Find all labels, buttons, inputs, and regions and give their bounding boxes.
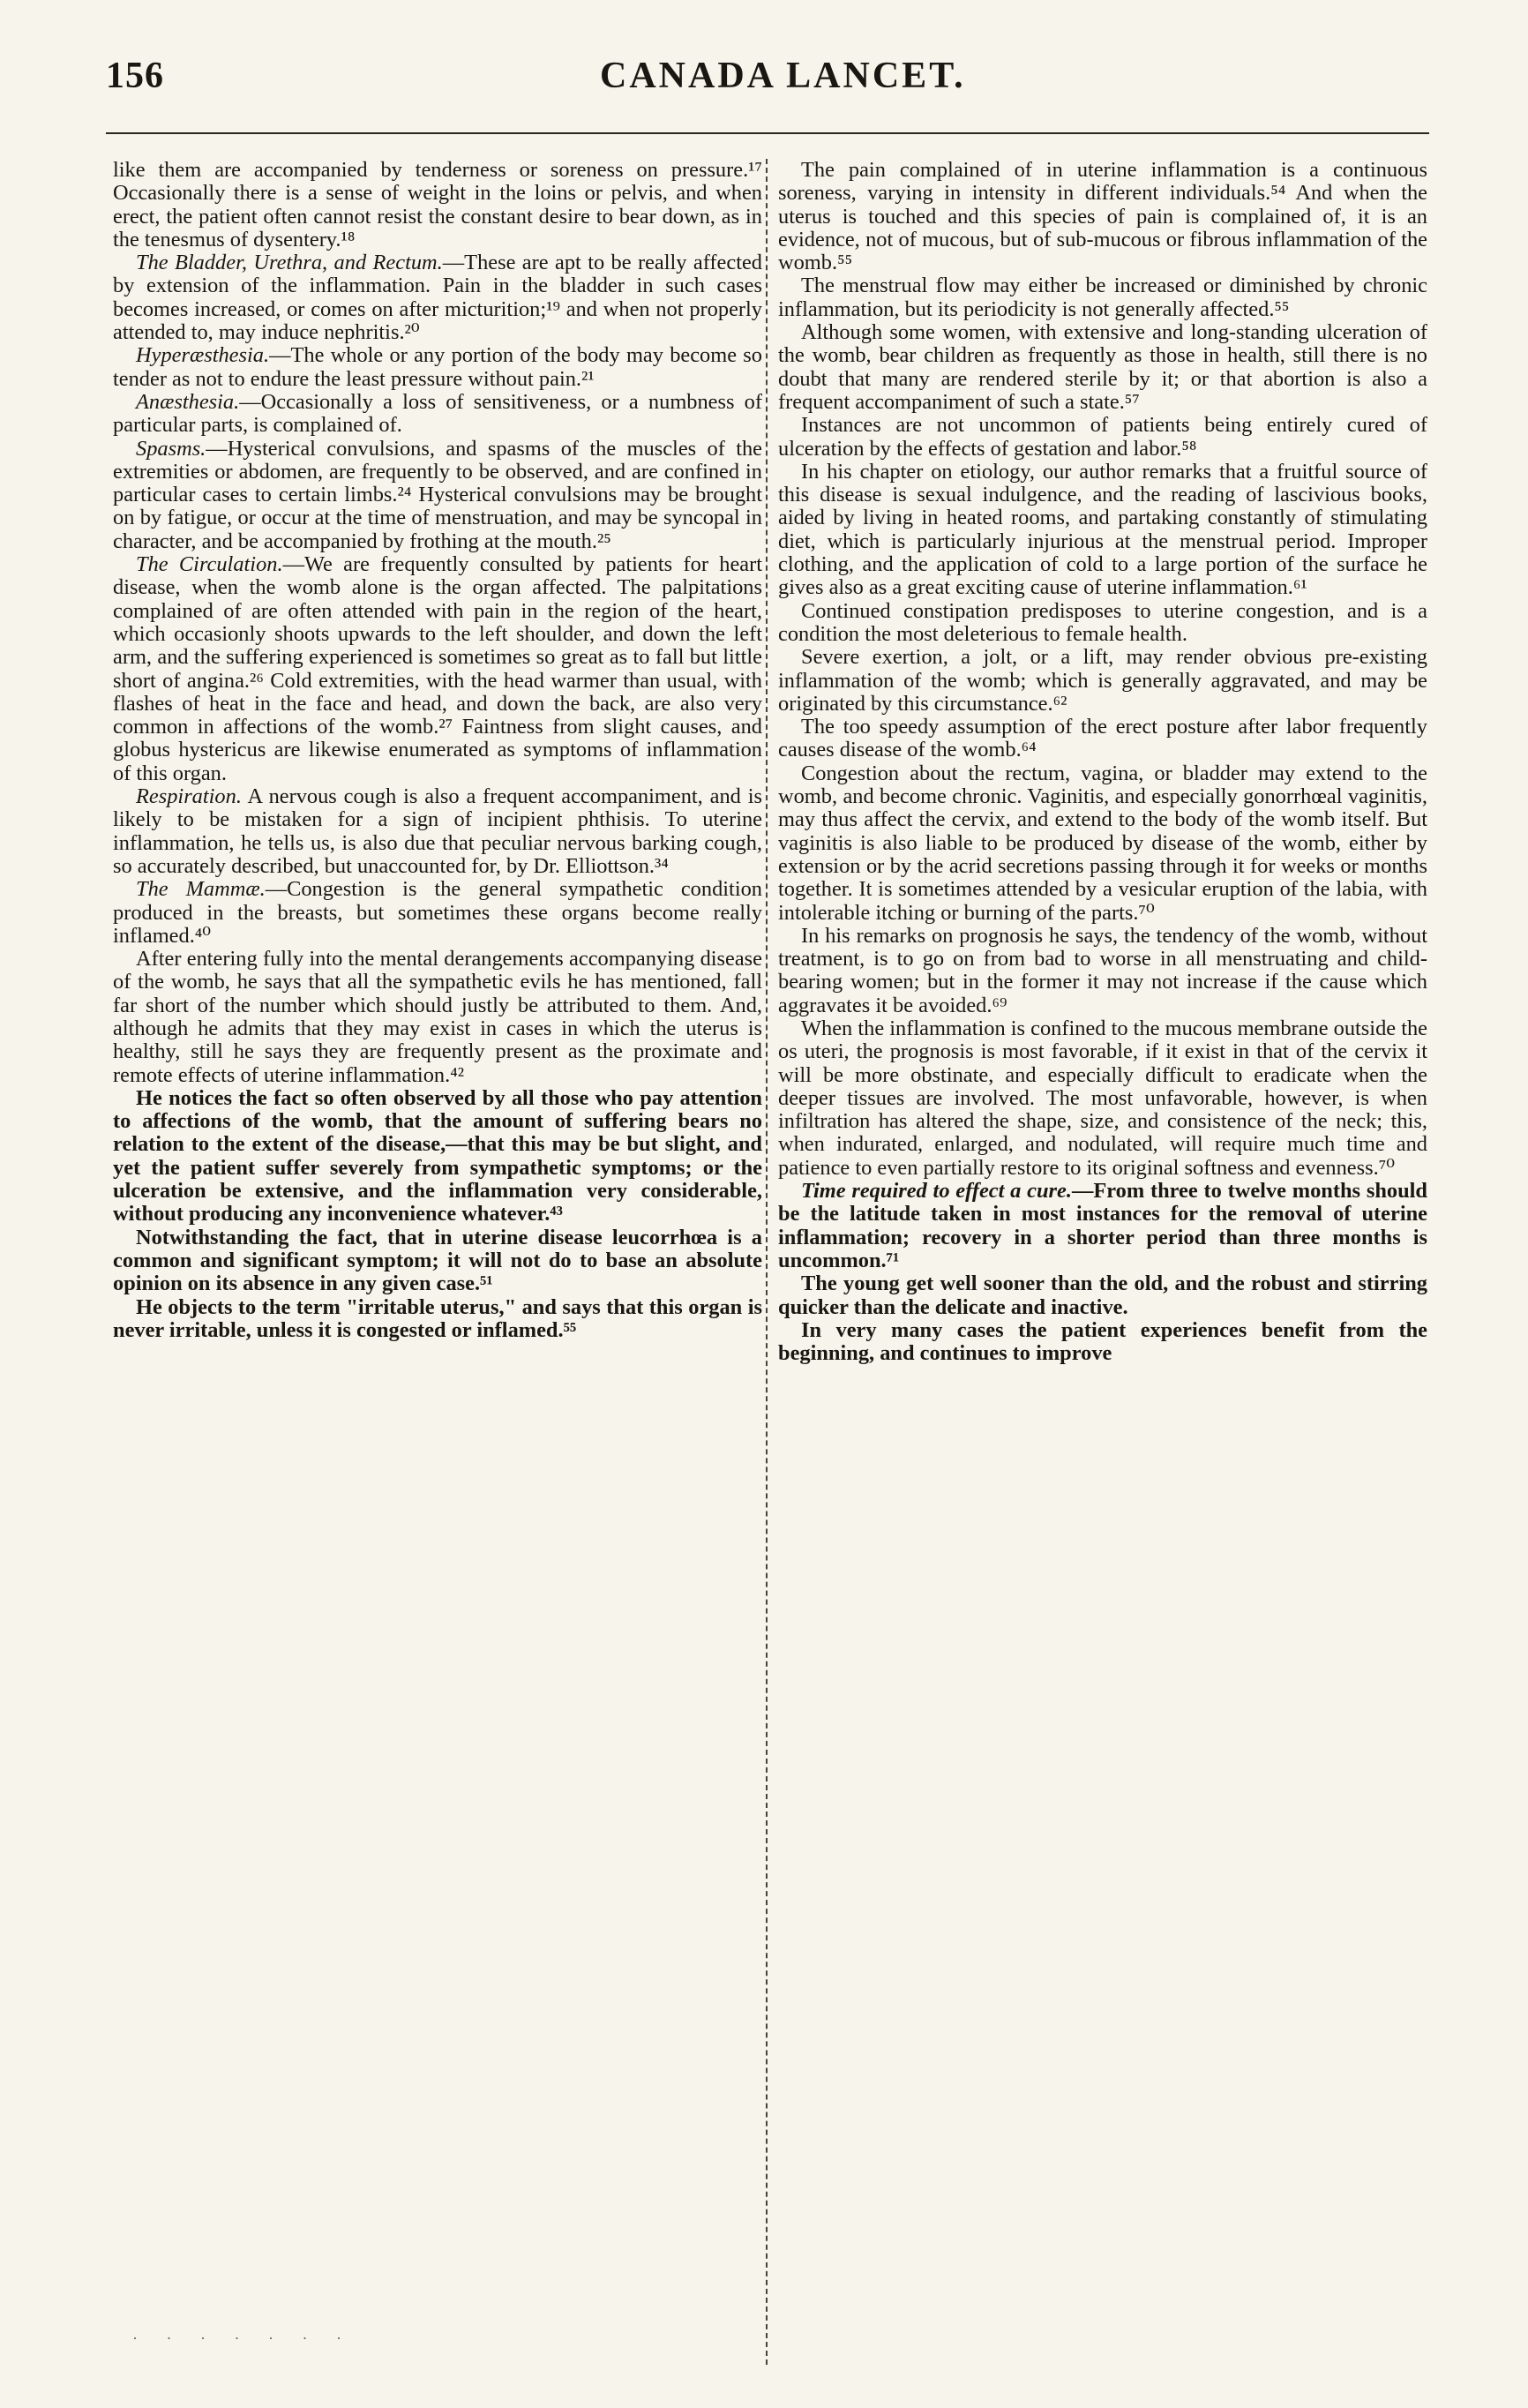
paragraph-text: Severe exertion, a jolt, or a lift, may render obvious pre-existing inflammation of the womb; which is generally aggravated, and may be originated by this circumstance.⁶² — [778, 645, 1427, 716]
paragraph — [778, 414, 1427, 461]
paragraph — [778, 600, 1427, 647]
paragraph-text: —These are apt to be really affected by extension of the inflammation. Pain in the bladder in such cases becomes increased, or comes on after micturition;¹⁹ and when not properly attended to, may induce nephritis.²⁰ — [113, 251, 762, 345]
paragraph-text: Notwithstanding the fact, that in uterine disease leucorrhœa is a common and significant symptom; it will not do to base an absolute opinion on its absence in any given case.⁵¹ — [113, 1225, 762, 1296]
paragraph-text: He objects to the term "irritable uterus," and says that this organ is never irritable, unless it is congested or inflamed.⁵⁵ — [113, 1294, 762, 1342]
paragraph-text: The pain complained of in uterine inflammation is a continuous soreness, varying in intensity in different individuals.⁵⁴ And when the uterus is touched and this species of pain is complained of, it is an evidence, not of mucous, but of sub-mucous or fibrous inflammation of the womb.⁵⁵ — [778, 159, 1427, 275]
paragraph-text: —Occasionally a loss of sensitiveness, or a numbness of particular parts, is complained of. — [113, 389, 762, 438]
paragraph — [113, 251, 762, 344]
paragraph-heading: Spasms. — [136, 436, 206, 461]
paragraph — [778, 1272, 1427, 1319]
paragraph — [778, 1319, 1427, 1366]
column-divider — [766, 159, 768, 2365]
paragraph-text: In very many cases the patient experiences benefit from the beginning, and continues to improve — [778, 1317, 1427, 1366]
paragraph-text: He notices the fact so often observed by all those who pay attention to affections of the womb, that the amount of suffering bears no relation to the extent of the disease,—that this may be but slight, and yet the patient suffer severely from sympathetic symptoms; or the ulceration be extensive, and the inflammation very considerable, without producing any inconvenience whatever.⁴³ — [113, 1085, 762, 1227]
paragraph — [778, 646, 1427, 716]
paragraph — [778, 1180, 1427, 1272]
paragraph — [113, 1296, 762, 1343]
paragraph-text: —From three to twelve months should be the latitude taken in most instances for the removal of uterine inflammation; recovery in a shorter period than three months is uncommon.⁷¹ — [778, 1179, 1427, 1272]
paragraph — [113, 438, 762, 553]
paragraph — [778, 274, 1427, 321]
paragraph-text: —Congestion is the general sympathetic condition produced in the breasts, but sometimes these organs become really inflamed.⁴⁰ — [113, 877, 762, 948]
paragraph — [113, 1087, 762, 1227]
paragraph-heading: The Circulation. — [136, 552, 283, 577]
paragraph — [113, 553, 762, 785]
paragraph-text: —Hysterical convulsions, and spasms of the muscles of the extremities or abdomen, are frequently to be observed, and are confined in particular cases to certain limbs.²⁴ Hysterical convulsions may be brought on by fatigue, or occur at the time of menstruation, and may be syncopal in character, and be accompanied by frothing at the mouth.²⁵ — [113, 436, 762, 553]
paragraph-text: —We are frequently consulted by patients for heart disease, when the womb alone is the organ affected. The palpitations complained of are often attended with pain in the region of the heart, which occasionly shoots upwards to the left shoulder, and down the left arm, and the suffering experienced is sometimes so great as to fall but little short of angina.²⁶ Cold extremities, with the head warmer than usual, with flashes of heat in the face and head, and down the back, are also very common in affections of the womb.²⁷ Faintness from slight causes, and globus hystericus are likewise enumerated as symptoms of inflammation of this organ. — [113, 552, 762, 785]
left-column — [113, 159, 762, 2365]
paragraph-heading: The Mammæ. — [136, 877, 266, 902]
paragraph-text: Instances are not uncommon of patients being entirely cured of ulceration by the effects of gestation and labor.⁵⁸ — [778, 413, 1427, 461]
paragraph-text: Congestion about the rectum, vagina, or bladder may extend to the womb, and become chronic. Vaginitis, and especially gonorrhœal vaginitis, may thus affect the cervix, and extend to the body of the womb itself. But vaginitis is also liable to be produced by disease of the womb, either by extension or by the acrid secretions passing through it for weeks or months together. It is sometimes attended by a vesicular eruption of the labia, with intolerable itching or burning of the parts.⁷⁰ — [778, 761, 1427, 925]
paragraph — [778, 159, 1427, 274]
paragraph-heading: Respiration. — [136, 784, 242, 809]
paragraph — [778, 461, 1427, 600]
right-column — [778, 159, 1427, 2365]
paragraph — [778, 1017, 1427, 1180]
paragraph — [778, 716, 1427, 762]
paragraph-heading: Anæsthesia. — [136, 389, 240, 414]
paragraph-text: In his chapter on etiology, our author remarks that a fruitful source of this disease is sexual indulgence, and the reading of lascivious books, aided by living in heated rooms, and partaking constantly of stimulating diet, which is particularly injurious at the menstrual period. Improper clothing, and the application of cold to a large portion of the surface he gives also as a great exciting cause of uterine inflammation.⁶¹ — [778, 459, 1427, 600]
paragraph-heading: Time required to effect a cure. — [801, 1179, 1072, 1204]
paragraph-text: Continued constipation predisposes to uterine congestion, and is a condition the most deleterious to female health. — [778, 598, 1427, 646]
paragraph-text: After entering fully into the mental derangements accompanying disease of the womb, he says that all the sympathetic evils he has mentioned, fall far short of the number which should justly be attributed to them. And, although he admits that they may exist in cases in which the uterus is healthy, still he says they are frequently present as the proximate and remote effects of uterine inflammation.⁴² — [113, 947, 762, 1087]
paragraph — [778, 321, 1427, 414]
paragraph — [778, 762, 1427, 925]
paragraph-text: When the inflammation is confined to the mucous membrane outside the os uteri, the prognosis is most favorable, if it exist in that of the cervix it will be more obstinate, and especially difficult to eradicate when the deeper tissues are involved. The most unfavorable, however, is when infiltration has altered the shape, size, and consistence of the neck; this, when indurated, enlarged, and nodulated, will require much time and patience to even partially restore to its original softness and evenness.⁷⁰ — [778, 1016, 1427, 1180]
paragraph — [778, 925, 1427, 1017]
paragraph-text: A nervous cough is also a frequent accompaniment, and is likely to be mistaken for a sign of incipient phthisis. To uterine inflammation, he tells us, is also due that peculiar nervous barking cough, so accurately described, but unaccounted for, by Dr. Elliottson.³⁴ — [113, 784, 762, 878]
paragraph-text: Although some women, with extensive and long-standing ulceration of the womb, bear children as frequently as those in health, still there is no doubt that many are rendered sterile by it; or that abortion is also a frequent accompaniment of such a state.⁵⁷ — [778, 320, 1427, 414]
paragraph-text: —The whole or any portion of the body may become so tender as not to endure the least pressure without pain.²¹ — [113, 343, 762, 391]
paragraph — [113, 948, 762, 1087]
running-title: CANADA LANCET. — [600, 56, 966, 96]
paragraph-text: In his remarks on prognosis he says, the tendency of the womb, without treatment, is to go on from bad to worse in all menstruating and child-bearing women; but in the former it may not increase if the cause which aggravates it be avoided.⁶⁹ — [778, 923, 1427, 1017]
paragraph-text: The too speedy assumption of the erect posture after labor frequently causes disease of the womb.⁶⁴ — [778, 715, 1427, 762]
paragraph-text: The young get well sooner than the old, and the robust and stirring quicker than the delicate and inactive. — [778, 1272, 1427, 1319]
page-header — [106, 55, 1429, 116]
paragraph — [113, 344, 762, 391]
paragraph — [113, 1227, 762, 1296]
paragraph-text: like them are accompanied by tenderness or soreness on pressure.¹⁷ Occasionally there is a sense of weight in the loins or pelvis, and when erect, the patient often cannot resist the constant desire to bear down, as in the tenesmus of dysentery.¹⁸ — [113, 159, 762, 251]
paragraph-heading: Hyperæsthesia. — [136, 343, 270, 368]
paragraph-text: The menstrual flow may either be increased or diminished by chronic inflammation, but its periodicity is not generally affected.⁵⁵ — [778, 274, 1427, 321]
paragraph — [113, 785, 762, 878]
bottom-ornament: · · · · · · · — [132, 2329, 354, 2347]
paragraph — [113, 878, 762, 948]
paragraph — [113, 391, 762, 438]
paragraph — [113, 159, 762, 251]
header-rule — [106, 132, 1429, 134]
page-number: 156 — [106, 56, 164, 96]
paragraph-heading: The Bladder, Urethra, and Rectum. — [136, 251, 443, 275]
